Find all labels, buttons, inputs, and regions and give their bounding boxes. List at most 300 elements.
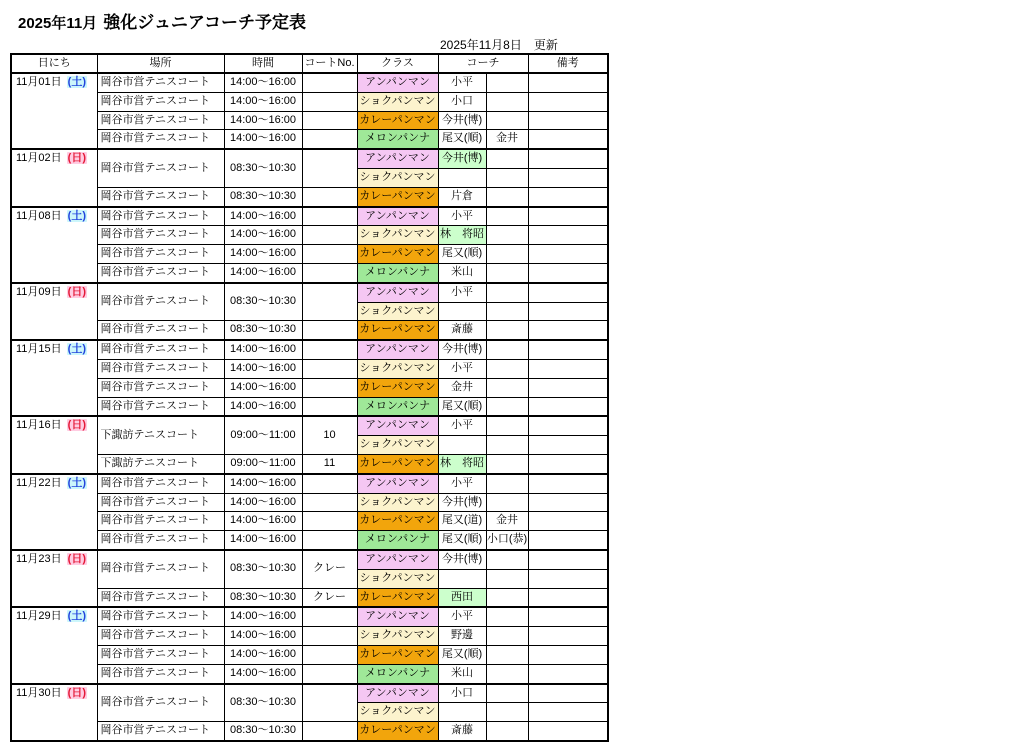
table-row — [11, 149, 608, 168]
cell-time: 14:00～16:00 — [224, 73, 302, 92]
cell-note — [528, 111, 608, 130]
cell-note — [528, 454, 608, 473]
cell-time: 09:00～11:00 — [224, 454, 302, 473]
table-row — [11, 627, 608, 646]
cell-coach-2 — [486, 684, 528, 703]
cell-coach-2 — [486, 111, 528, 130]
cell-place: 岡谷市営テニスコート — [97, 627, 224, 646]
cell-time: 08:30～10:30 — [224, 550, 302, 588]
cell-place: 岡谷市営テニスコート — [97, 130, 224, 149]
cell-coach-1: 尾又(順) — [438, 245, 486, 264]
cell-court — [302, 73, 357, 92]
cell-coach-1: 今井(博) — [438, 149, 486, 168]
cell-time: 14:00～16:00 — [224, 493, 302, 512]
cell-coach-2 — [486, 378, 528, 397]
cell-place: 岡谷市営テニスコート — [97, 283, 224, 321]
cell-coach-1 — [438, 436, 486, 455]
cell-place: 岡谷市営テニスコート — [97, 378, 224, 397]
cell-place: 岡谷市営テニスコート — [97, 321, 224, 340]
cell-coach-1: 小口 — [438, 92, 486, 111]
cell-note — [528, 340, 608, 359]
table-row — [11, 722, 608, 741]
cell-coach-1: 小平 — [438, 73, 486, 92]
header-row — [11, 54, 608, 73]
cell-time: 14:00～16:00 — [224, 397, 302, 416]
table-row — [11, 130, 608, 149]
cell-coach-1 — [438, 703, 486, 722]
cell-coach-1: 米山 — [438, 263, 486, 282]
cell-coach-2 — [486, 703, 528, 722]
date-label: 11月08日 — [16, 209, 62, 222]
cell-class: カレーパンマン — [357, 512, 438, 531]
cell-class: アンパンマン — [357, 283, 438, 302]
cell-court — [302, 130, 357, 149]
schedule-body — [11, 73, 608, 741]
table-row — [11, 111, 608, 130]
cell-coach-2 — [486, 92, 528, 111]
date-label: 11月22日 — [16, 476, 62, 489]
cell-time: 14:00～16:00 — [224, 130, 302, 149]
cell-time: 14:00～16:00 — [224, 378, 302, 397]
day-of-week-badge: (土) — [67, 610, 86, 623]
cell-class: ショクパンマン — [357, 359, 438, 378]
cell-coach-2 — [486, 416, 528, 435]
cell-class: カレーパンマン — [357, 378, 438, 397]
table-row — [11, 607, 608, 626]
cell-class: ショクパンマン — [357, 703, 438, 722]
cell-court — [302, 722, 357, 741]
cell-note — [528, 416, 608, 435]
cell-place: 下諏訪テニスコート — [97, 454, 224, 473]
cell-court — [302, 645, 357, 664]
cell-place: 岡谷市営テニスコート — [97, 493, 224, 512]
table-row — [11, 512, 608, 531]
cell-court — [302, 664, 357, 683]
cell-coach-2: 小口(恭) — [486, 531, 528, 550]
cell-class: カレーパンマン — [357, 722, 438, 741]
cell-time: 14:00～16:00 — [224, 92, 302, 111]
title-name: 強化ジュニアコーチ予定表 — [103, 13, 307, 32]
cell-coach-2 — [486, 436, 528, 455]
schedule-table — [10, 53, 609, 742]
table-row — [11, 454, 608, 473]
cell-coach-1 — [438, 302, 486, 321]
cell-court — [302, 627, 357, 646]
cell-class: カレーパンマン — [357, 321, 438, 340]
cell-place: 岡谷市営テニスコート — [97, 474, 224, 493]
title-month: 2025年11月 — [18, 15, 98, 32]
header-note: 備考 — [528, 54, 608, 73]
day-of-week-badge: (土) — [67, 76, 86, 88]
cell-coach-2 — [486, 569, 528, 588]
cell-date — [11, 607, 97, 683]
cell-time: 14:00～16:00 — [224, 627, 302, 646]
table-row — [11, 226, 608, 245]
updated-date: 2025年11月8日 更新 — [440, 38, 558, 52]
cell-court: クレー — [302, 588, 357, 607]
cell-time: 08:30～10:30 — [224, 722, 302, 741]
header-court: コートNo. — [302, 54, 357, 73]
cell-time: 09:00～11:00 — [224, 416, 302, 454]
cell-court — [302, 92, 357, 111]
cell-date — [11, 73, 97, 149]
cell-time: 08:30～10:30 — [224, 588, 302, 607]
cell-coach-1: 尾又(順) — [438, 531, 486, 550]
cell-coach-2 — [486, 397, 528, 416]
cell-note — [528, 73, 608, 92]
cell-time: 08:30～10:30 — [224, 187, 302, 206]
cell-coach-2 — [486, 168, 528, 187]
cell-class: アンパンマン — [357, 73, 438, 92]
cell-coach-1: 尾又(順) — [438, 130, 486, 149]
cell-class: アンパンマン — [357, 340, 438, 359]
cell-coach-2 — [486, 187, 528, 206]
table-row — [11, 245, 608, 264]
cell-note — [528, 302, 608, 321]
cell-coach-2 — [486, 263, 528, 282]
cell-coach-1 — [438, 569, 486, 588]
day-of-week-badge: (日) — [67, 419, 86, 432]
cell-class: ショクパンマン — [357, 627, 438, 646]
date-label: 11月01日 — [16, 76, 62, 88]
cell-date — [11, 149, 97, 206]
cell-court — [302, 607, 357, 626]
cell-place: 岡谷市営テニスコート — [97, 207, 224, 226]
cell-class: アンパンマン — [357, 149, 438, 168]
cell-note — [528, 263, 608, 282]
cell-class: ショクパンマン — [357, 168, 438, 187]
cell-note — [528, 168, 608, 187]
cell-place: 岡谷市営テニスコート — [97, 263, 224, 282]
cell-time: 14:00～16:00 — [224, 340, 302, 359]
date-label: 11月16日 — [16, 419, 62, 432]
cell-coach-2 — [486, 588, 528, 607]
cell-note — [528, 512, 608, 531]
cell-court: 10 — [302, 416, 357, 454]
header-time: 時間 — [224, 54, 302, 73]
day-of-week-badge: (土) — [67, 209, 86, 222]
cell-class: メロンパンナ — [357, 263, 438, 282]
cell-note — [528, 226, 608, 245]
cell-place: 岡谷市営テニスコート — [97, 149, 224, 187]
cell-court — [302, 340, 357, 359]
date-label: 11月09日 — [16, 285, 62, 298]
cell-time: 14:00～16:00 — [224, 607, 302, 626]
cell-note — [528, 550, 608, 569]
page-title — [18, 8, 306, 33]
header-date: 日にち — [11, 54, 97, 73]
cell-court — [302, 378, 357, 397]
cell-place: 岡谷市営テニスコート — [97, 226, 224, 245]
header-place: 場所 — [97, 54, 224, 73]
cell-coach-2 — [486, 645, 528, 664]
cell-place: 岡谷市営テニスコート — [97, 340, 224, 359]
cell-coach-2 — [486, 722, 528, 741]
cell-date — [11, 283, 97, 340]
cell-coach-1: 斎藤 — [438, 321, 486, 340]
cell-note — [528, 645, 608, 664]
table-row — [11, 378, 608, 397]
cell-note — [528, 149, 608, 168]
date-label: 11月15日 — [16, 343, 62, 356]
cell-note — [528, 664, 608, 683]
cell-class: メロンパンナ — [357, 664, 438, 683]
cell-coach-2: 金井 — [486, 512, 528, 531]
cell-court — [302, 359, 357, 378]
cell-note — [528, 569, 608, 588]
table-row — [11, 531, 608, 550]
cell-place: 岡谷市営テニスコート — [97, 645, 224, 664]
day-of-week-badge: (日) — [67, 686, 86, 699]
cell-note — [528, 493, 608, 512]
cell-coach-1: 小平 — [438, 416, 486, 435]
cell-coach-2 — [486, 226, 528, 245]
table-row — [11, 645, 608, 664]
cell-note — [528, 722, 608, 741]
date-label: 11月02日 — [16, 152, 62, 165]
cell-court — [302, 474, 357, 493]
table-row — [11, 397, 608, 416]
cell-time: 14:00～16:00 — [224, 111, 302, 130]
cell-court — [302, 187, 357, 206]
table-row — [11, 416, 608, 435]
table-row — [11, 664, 608, 683]
cell-coach-2 — [486, 474, 528, 493]
cell-coach-1: 小平 — [438, 474, 486, 493]
cell-court — [302, 321, 357, 340]
cell-place: 岡谷市営テニスコート — [97, 397, 224, 416]
cell-date — [11, 416, 97, 473]
cell-time: 14:00～16:00 — [224, 645, 302, 664]
cell-note — [528, 684, 608, 703]
cell-time: 14:00～16:00 — [224, 226, 302, 245]
cell-class: アンパンマン — [357, 550, 438, 569]
cell-date — [11, 684, 97, 741]
cell-coach-1: 尾又(順) — [438, 645, 486, 664]
cell-class: ショクパンマン — [357, 302, 438, 321]
cell-class: ショクパンマン — [357, 569, 438, 588]
cell-court — [302, 531, 357, 550]
table-row — [11, 493, 608, 512]
header-coach: コーチ — [438, 54, 528, 73]
day-of-week-badge: (土) — [67, 343, 86, 356]
cell-coach-2 — [486, 283, 528, 302]
cell-coach-1: 今井(博) — [438, 340, 486, 359]
cell-class: メロンパンナ — [357, 531, 438, 550]
cell-place: 岡谷市営テニスコート — [97, 245, 224, 264]
cell-coach-1: 小平 — [438, 359, 486, 378]
cell-note — [528, 397, 608, 416]
table-row — [11, 92, 608, 111]
cell-class: アンパンマン — [357, 684, 438, 703]
cell-date — [11, 340, 97, 416]
cell-time: 14:00～16:00 — [224, 359, 302, 378]
cell-class: メロンパンナ — [357, 397, 438, 416]
cell-time: 14:00～16:00 — [224, 263, 302, 282]
cell-class: アンパンマン — [357, 416, 438, 435]
cell-coach-1: 野邊 — [438, 627, 486, 646]
table-row — [11, 321, 608, 340]
cell-place: 岡谷市営テニスコート — [97, 359, 224, 378]
cell-note — [528, 92, 608, 111]
cell-class: カレーパンマン — [357, 187, 438, 206]
cell-place: 岡谷市営テニスコート — [97, 187, 224, 206]
cell-note — [528, 588, 608, 607]
table-row — [11, 283, 608, 302]
cell-court — [302, 207, 357, 226]
date-label: 11月29日 — [16, 610, 62, 623]
cell-place: 岡谷市営テニスコート — [97, 684, 224, 722]
cell-place: 下諏訪テニスコート — [97, 416, 224, 454]
cell-class: ショクパンマン — [357, 436, 438, 455]
cell-court — [302, 226, 357, 245]
cell-note — [528, 436, 608, 455]
day-of-week-badge: (土) — [67, 476, 86, 489]
cell-class: アンパンマン — [357, 207, 438, 226]
cell-court — [302, 512, 357, 531]
day-of-week-badge: (日) — [67, 552, 86, 565]
cell-note — [528, 474, 608, 493]
cell-class: カレーパンマン — [357, 645, 438, 664]
cell-coach-1: 尾又(道) — [438, 512, 486, 531]
cell-coach-2 — [486, 302, 528, 321]
cell-coach-1: 尾又(順) — [438, 397, 486, 416]
cell-time: 14:00～16:00 — [224, 531, 302, 550]
cell-coach-1: 小平 — [438, 607, 486, 626]
cell-court — [302, 111, 357, 130]
cell-court — [302, 493, 357, 512]
cell-court — [302, 397, 357, 416]
cell-class: メロンパンナ — [357, 130, 438, 149]
cell-coach-2 — [486, 454, 528, 473]
cell-court — [302, 245, 357, 264]
cell-note — [528, 627, 608, 646]
cell-coach-2: 金井 — [486, 130, 528, 149]
cell-place: 岡谷市営テニスコート — [97, 550, 224, 588]
cell-place: 岡谷市営テニスコート — [97, 73, 224, 92]
cell-coach-2 — [486, 340, 528, 359]
cell-class: ショクパンマン — [357, 92, 438, 111]
cell-court — [302, 684, 357, 722]
cell-coach-1: 米山 — [438, 664, 486, 683]
cell-coach-2 — [486, 550, 528, 569]
cell-note — [528, 283, 608, 302]
cell-coach-1 — [438, 168, 486, 187]
cell-date — [11, 550, 97, 607]
cell-coach-2 — [486, 245, 528, 264]
cell-court — [302, 283, 357, 321]
cell-coach-1: 西田 — [438, 588, 486, 607]
cell-coach-2 — [486, 73, 528, 92]
cell-note — [528, 607, 608, 626]
cell-coach-1: 斎藤 — [438, 722, 486, 741]
cell-note — [528, 359, 608, 378]
cell-class: アンパンマン — [357, 607, 438, 626]
cell-court: 11 — [302, 454, 357, 473]
cell-class: ショクパンマン — [357, 226, 438, 245]
cell-class: カレーパンマン — [357, 454, 438, 473]
cell-place: 岡谷市営テニスコート — [97, 607, 224, 626]
day-of-week-badge: (日) — [67, 285, 86, 298]
cell-time: 08:30～10:30 — [224, 684, 302, 722]
cell-place: 岡谷市営テニスコート — [97, 722, 224, 741]
table-row — [11, 474, 608, 493]
cell-note — [528, 245, 608, 264]
cell-time: 14:00～16:00 — [224, 474, 302, 493]
cell-place: 岡谷市営テニスコート — [97, 92, 224, 111]
cell-coach-2 — [486, 607, 528, 626]
cell-court: クレー — [302, 550, 357, 588]
cell-coach-2 — [486, 149, 528, 168]
table-row — [11, 550, 608, 569]
cell-coach-1: 林 将昭 — [438, 454, 486, 473]
cell-coach-2 — [486, 321, 528, 340]
cell-class: ショクパンマン — [357, 493, 438, 512]
cell-coach-2 — [486, 359, 528, 378]
table-row — [11, 187, 608, 206]
cell-coach-1: 今井(博) — [438, 550, 486, 569]
header-class: クラス — [357, 54, 438, 73]
table-row — [11, 263, 608, 282]
table-row — [11, 340, 608, 359]
cell-note — [528, 321, 608, 340]
cell-coach-2 — [486, 493, 528, 512]
cell-time: 14:00～16:00 — [224, 245, 302, 264]
cell-note — [528, 703, 608, 722]
cell-place: 岡谷市営テニスコート — [97, 111, 224, 130]
cell-place: 岡谷市営テニスコート — [97, 512, 224, 531]
cell-time: 08:30～10:30 — [224, 149, 302, 187]
table-row — [11, 588, 608, 607]
cell-coach-1: 今井(博) — [438, 493, 486, 512]
table-row — [11, 73, 608, 92]
cell-place: 岡谷市営テニスコート — [97, 588, 224, 607]
table-row — [11, 684, 608, 703]
cell-note — [528, 207, 608, 226]
cell-date — [11, 207, 97, 283]
cell-place: 岡谷市営テニスコート — [97, 531, 224, 550]
date-label: 11月30日 — [16, 686, 62, 699]
cell-coach-1: 金井 — [438, 378, 486, 397]
cell-time: 08:30～10:30 — [224, 321, 302, 340]
cell-time: 14:00～16:00 — [224, 664, 302, 683]
cell-court — [302, 149, 357, 187]
cell-class: カレーパンマン — [357, 245, 438, 264]
cell-class: アンパンマン — [357, 474, 438, 493]
cell-coach-1: 小平 — [438, 207, 486, 226]
cell-class: カレーパンマン — [357, 111, 438, 130]
cell-time: 08:30～10:30 — [224, 283, 302, 321]
day-of-week-badge: (日) — [67, 152, 86, 165]
cell-coach-1: 林 将昭 — [438, 226, 486, 245]
cell-coach-1: 小口 — [438, 684, 486, 703]
cell-class: カレーパンマン — [357, 588, 438, 607]
cell-coach-2 — [486, 627, 528, 646]
date-label: 11月23日 — [16, 552, 62, 565]
table-row — [11, 207, 608, 226]
cell-note — [528, 187, 608, 206]
cell-note — [528, 378, 608, 397]
cell-coach-2 — [486, 664, 528, 683]
cell-coach-1: 片倉 — [438, 187, 486, 206]
cell-time: 14:00～16:00 — [224, 207, 302, 226]
cell-court — [302, 263, 357, 282]
table-row — [11, 359, 608, 378]
cell-place: 岡谷市営テニスコート — [97, 664, 224, 683]
cell-coach-1: 今井(博) — [438, 111, 486, 130]
cell-coach-2 — [486, 207, 528, 226]
cell-time: 14:00～16:00 — [224, 512, 302, 531]
